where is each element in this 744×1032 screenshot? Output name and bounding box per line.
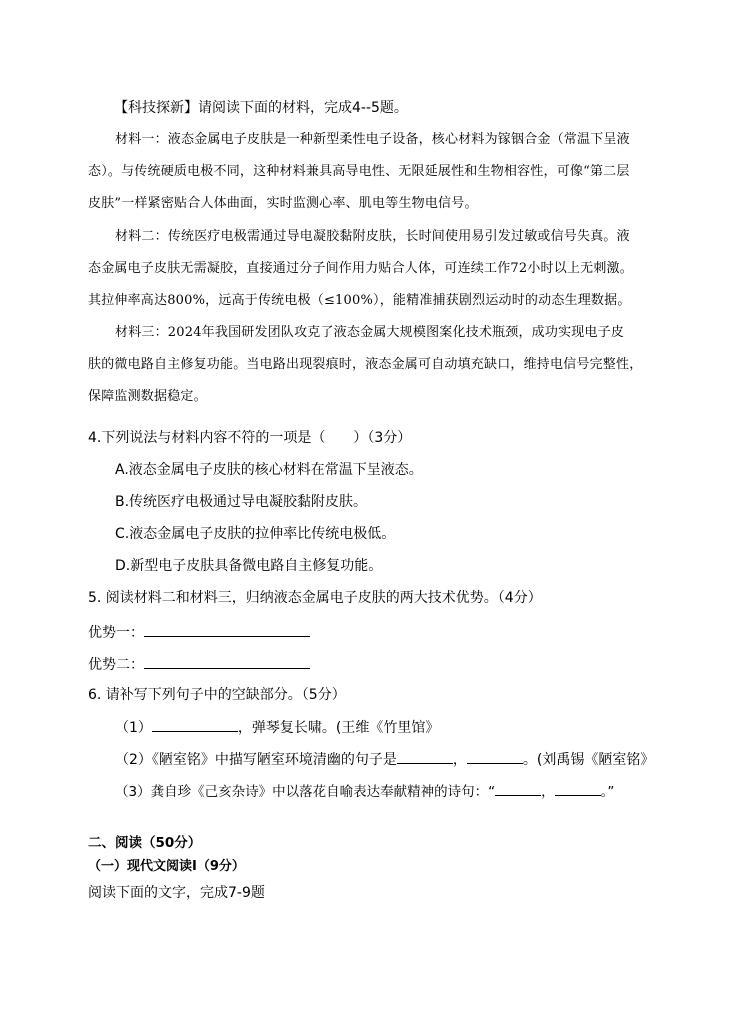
question-4-option-b: B.传统医疗电极通过导电凝胶黏附皮肤。 bbox=[115, 494, 368, 510]
intro-line: 【科技探新】请阅读下面的材料，完成4--5题。 bbox=[114, 100, 408, 116]
question-4-option-d: D.新型电子皮肤具备微电路自主修复功能。 bbox=[115, 558, 383, 574]
material-line: 材料一：液态金属电子皮肤是一种新型柔性电子设备，核心材料为镓铟合金（常温下呈液 bbox=[115, 132, 630, 147]
question-6-stem: 6. 请补写下列句子中的空缺部分。（5分） bbox=[88, 687, 346, 703]
question-6-item-2 bbox=[115, 748, 654, 770]
item-text: ，弹琴复长啸。(王维《竹里馆》 bbox=[237, 720, 440, 736]
answer-blank[interactable] bbox=[144, 653, 310, 669]
item-text: 。(刘禹锡《陋室铭》 bbox=[522, 752, 655, 768]
item-text: （3）龚自珍《己亥杂诗》中以落花自喻表达奉献精神的诗句：“ bbox=[115, 784, 496, 800]
fill-blank[interactable] bbox=[397, 748, 453, 764]
answer-label: 优势一： bbox=[88, 625, 144, 641]
fill-blank[interactable] bbox=[495, 780, 541, 796]
item-number: （1） bbox=[115, 720, 152, 736]
material-line: 材料三：2024年我国研发团队攻克了液态金属大规模图案化技术瓶颈，成功实现电子皮 bbox=[115, 325, 625, 340]
question-4-option-c: C.液态金属电子皮肤的拉伸率比传统电极低。 bbox=[115, 526, 396, 542]
material-line: 肤的微电路自主修复功能。当电路出现裂痕时，液态金属可自动填充缺口，维持电信号完整性， bbox=[88, 357, 643, 372]
section-subtitle: （一）现代文阅读Ⅰ（9分） bbox=[88, 859, 245, 874]
question-5-stem: 5. 阅读材料二和材料三，归纳液态金属电子皮肤的两大技术优势。（4分） bbox=[88, 590, 542, 606]
material-line: 保障监测数据稳定。 bbox=[88, 389, 207, 404]
question-4-stem: 4.下列说法与材料内容不符的一项是（ ）（3分） bbox=[88, 430, 412, 446]
separator: ， bbox=[541, 784, 555, 800]
section-title: 二、阅读（50分） bbox=[88, 835, 202, 851]
question-6-item-3 bbox=[115, 780, 614, 802]
answer-label: 优势二： bbox=[88, 657, 144, 673]
material-line: 皮肤”一样紧密贴合人体曲面，实时监测心率、肌电等生物电信号。 bbox=[88, 196, 478, 211]
material-line: 其拉伸率高达800%，远高于传统电极（≤100%），能精准捕获剧烈运动时的动态生理数据。 bbox=[88, 293, 631, 308]
material-line: 材料二：传统医疗电极需通过导电凝胶黏附皮肤，长时间使用易引发过敏或信号失真。液 bbox=[115, 229, 630, 244]
material-line: 态）。与传统硬质电极不同，这种材料兼具高导电性、无限延展性和生物相容性，可像“第二层 bbox=[88, 164, 630, 179]
separator: ， bbox=[452, 752, 467, 768]
answer-line-1 bbox=[88, 621, 310, 643]
question-6-item-1 bbox=[115, 716, 439, 738]
fill-blank[interactable] bbox=[467, 748, 523, 764]
item-text: （2）《陋室铭》中描写陋室环境清幽的句子是 bbox=[115, 752, 397, 768]
material-line: 态金属电子皮肤无需凝胶，直接通过分子间作用力贴合人体，可连续工作72小时以上无刺激。 bbox=[88, 261, 633, 276]
answer-blank[interactable] bbox=[144, 621, 310, 637]
fill-blank[interactable] bbox=[555, 780, 601, 796]
section-instruction: 阅读下面的文字，完成7-9题 bbox=[88, 885, 265, 901]
fill-blank[interactable] bbox=[152, 716, 238, 732]
item-text: 。” bbox=[600, 784, 615, 800]
question-4-option-a: A.液态金属电子皮肤的核心材料在常温下呈液态。 bbox=[115, 462, 423, 478]
answer-line-2 bbox=[88, 653, 310, 675]
